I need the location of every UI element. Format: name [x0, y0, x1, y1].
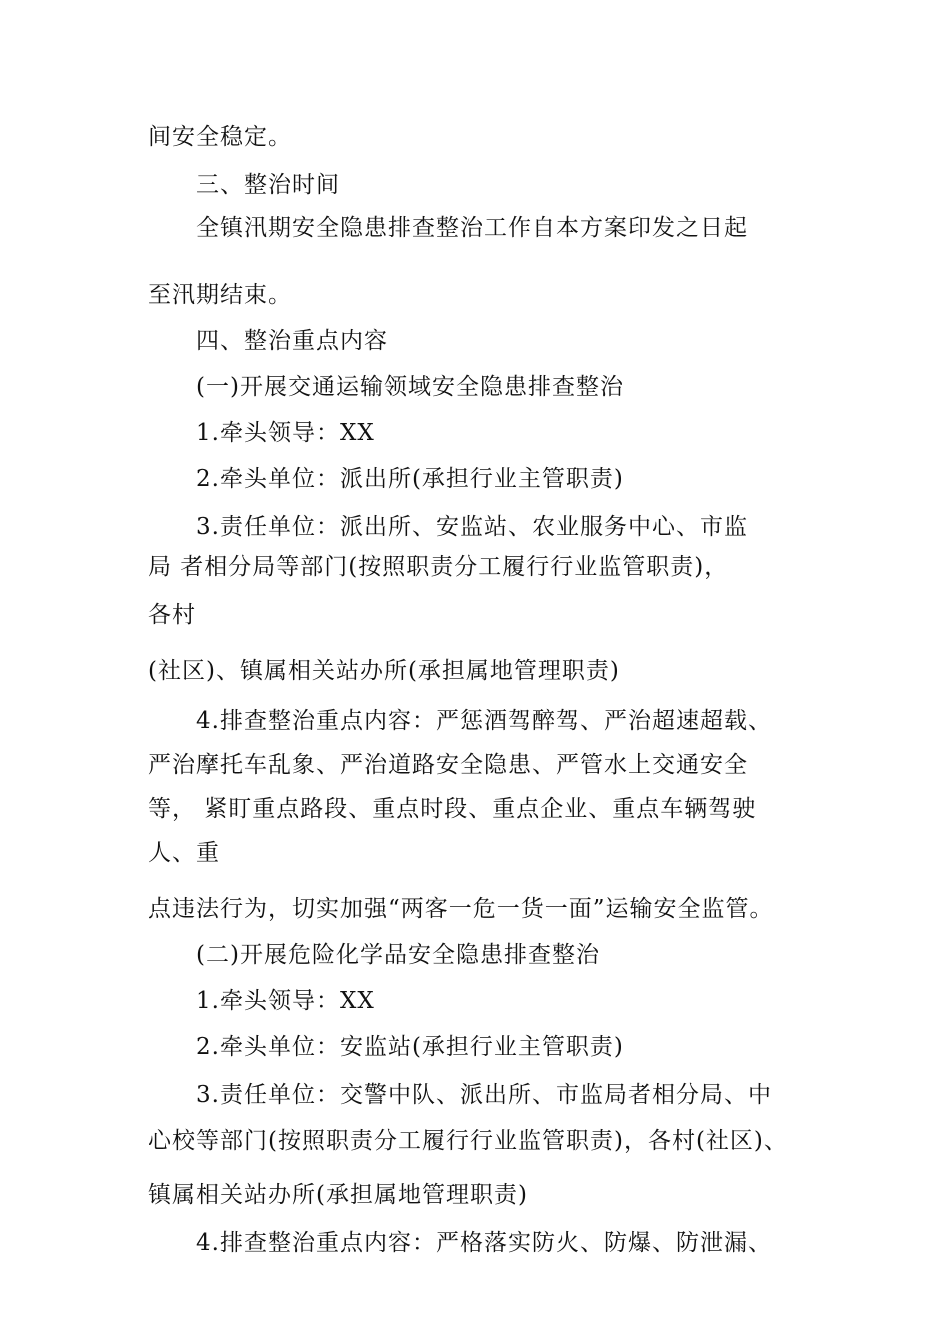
text-line: 至汛期结束。 [148, 282, 292, 308]
text-line: 1.牵头领导：XX [196, 988, 375, 1014]
subsection-heading: (二)开展危险化学品安全隐患排查整治 [196, 942, 600, 968]
text-line: 心校等部门(按照职责分工履行行业监管职责)，各村(社区)、 [148, 1128, 788, 1154]
text-line: 局 者相分局等部门(按照职责分工履行行业监管职责)， [148, 554, 729, 580]
text-line: 3.责任单位：派出所、安监站、农业服务中心、市监 [196, 514, 748, 540]
text-line: 2.牵头单位：派出所(承担行业主管职责) [196, 466, 624, 492]
text-line: (社区)、镇属相关站办所(承担属地管理职责) [148, 658, 620, 684]
text-line: 4.排查整治重点内容：严格落实防火、防爆、防泄漏、 [196, 1230, 772, 1256]
text-line: 各村 [148, 602, 196, 628]
section-heading: 三、整治时间 [196, 172, 340, 198]
text-line: 4.排查整治重点内容：严惩酒驾醉驾、严治超速超载、 [196, 708, 772, 734]
subsection-heading: (一)开展交通运输领域安全隐患排查整治 [196, 374, 624, 400]
text-line: 全镇汛期安全隐患排查整治工作自本方案印发之日起 [196, 215, 748, 241]
text-line: 等， 紧盯重点路段、重点时段、重点企业、重点车辆驾驶 [148, 796, 757, 822]
text-line: 2.牵头单位：安监站(承担行业主管职责) [196, 1034, 624, 1060]
text-line: 1.牵头领导：XX [196, 420, 375, 446]
section-heading: 四、整治重点内容 [196, 328, 388, 354]
text-line: 严治摩托车乱象、严治道路安全隐患、严管水上交通安全 [148, 752, 748, 778]
text-line: 间安全稳定。 [148, 124, 292, 150]
text-line: 镇属相关站办所(承担属地管理职责) [148, 1182, 528, 1208]
text-line: 点违法行为，切实加强“两客一危一货一面”运输安全监管。 [148, 896, 774, 922]
text-line: 人、重 [148, 840, 220, 866]
text-line: 3.责任单位：交警中队、派出所、市监局者相分局、中 [196, 1082, 772, 1108]
